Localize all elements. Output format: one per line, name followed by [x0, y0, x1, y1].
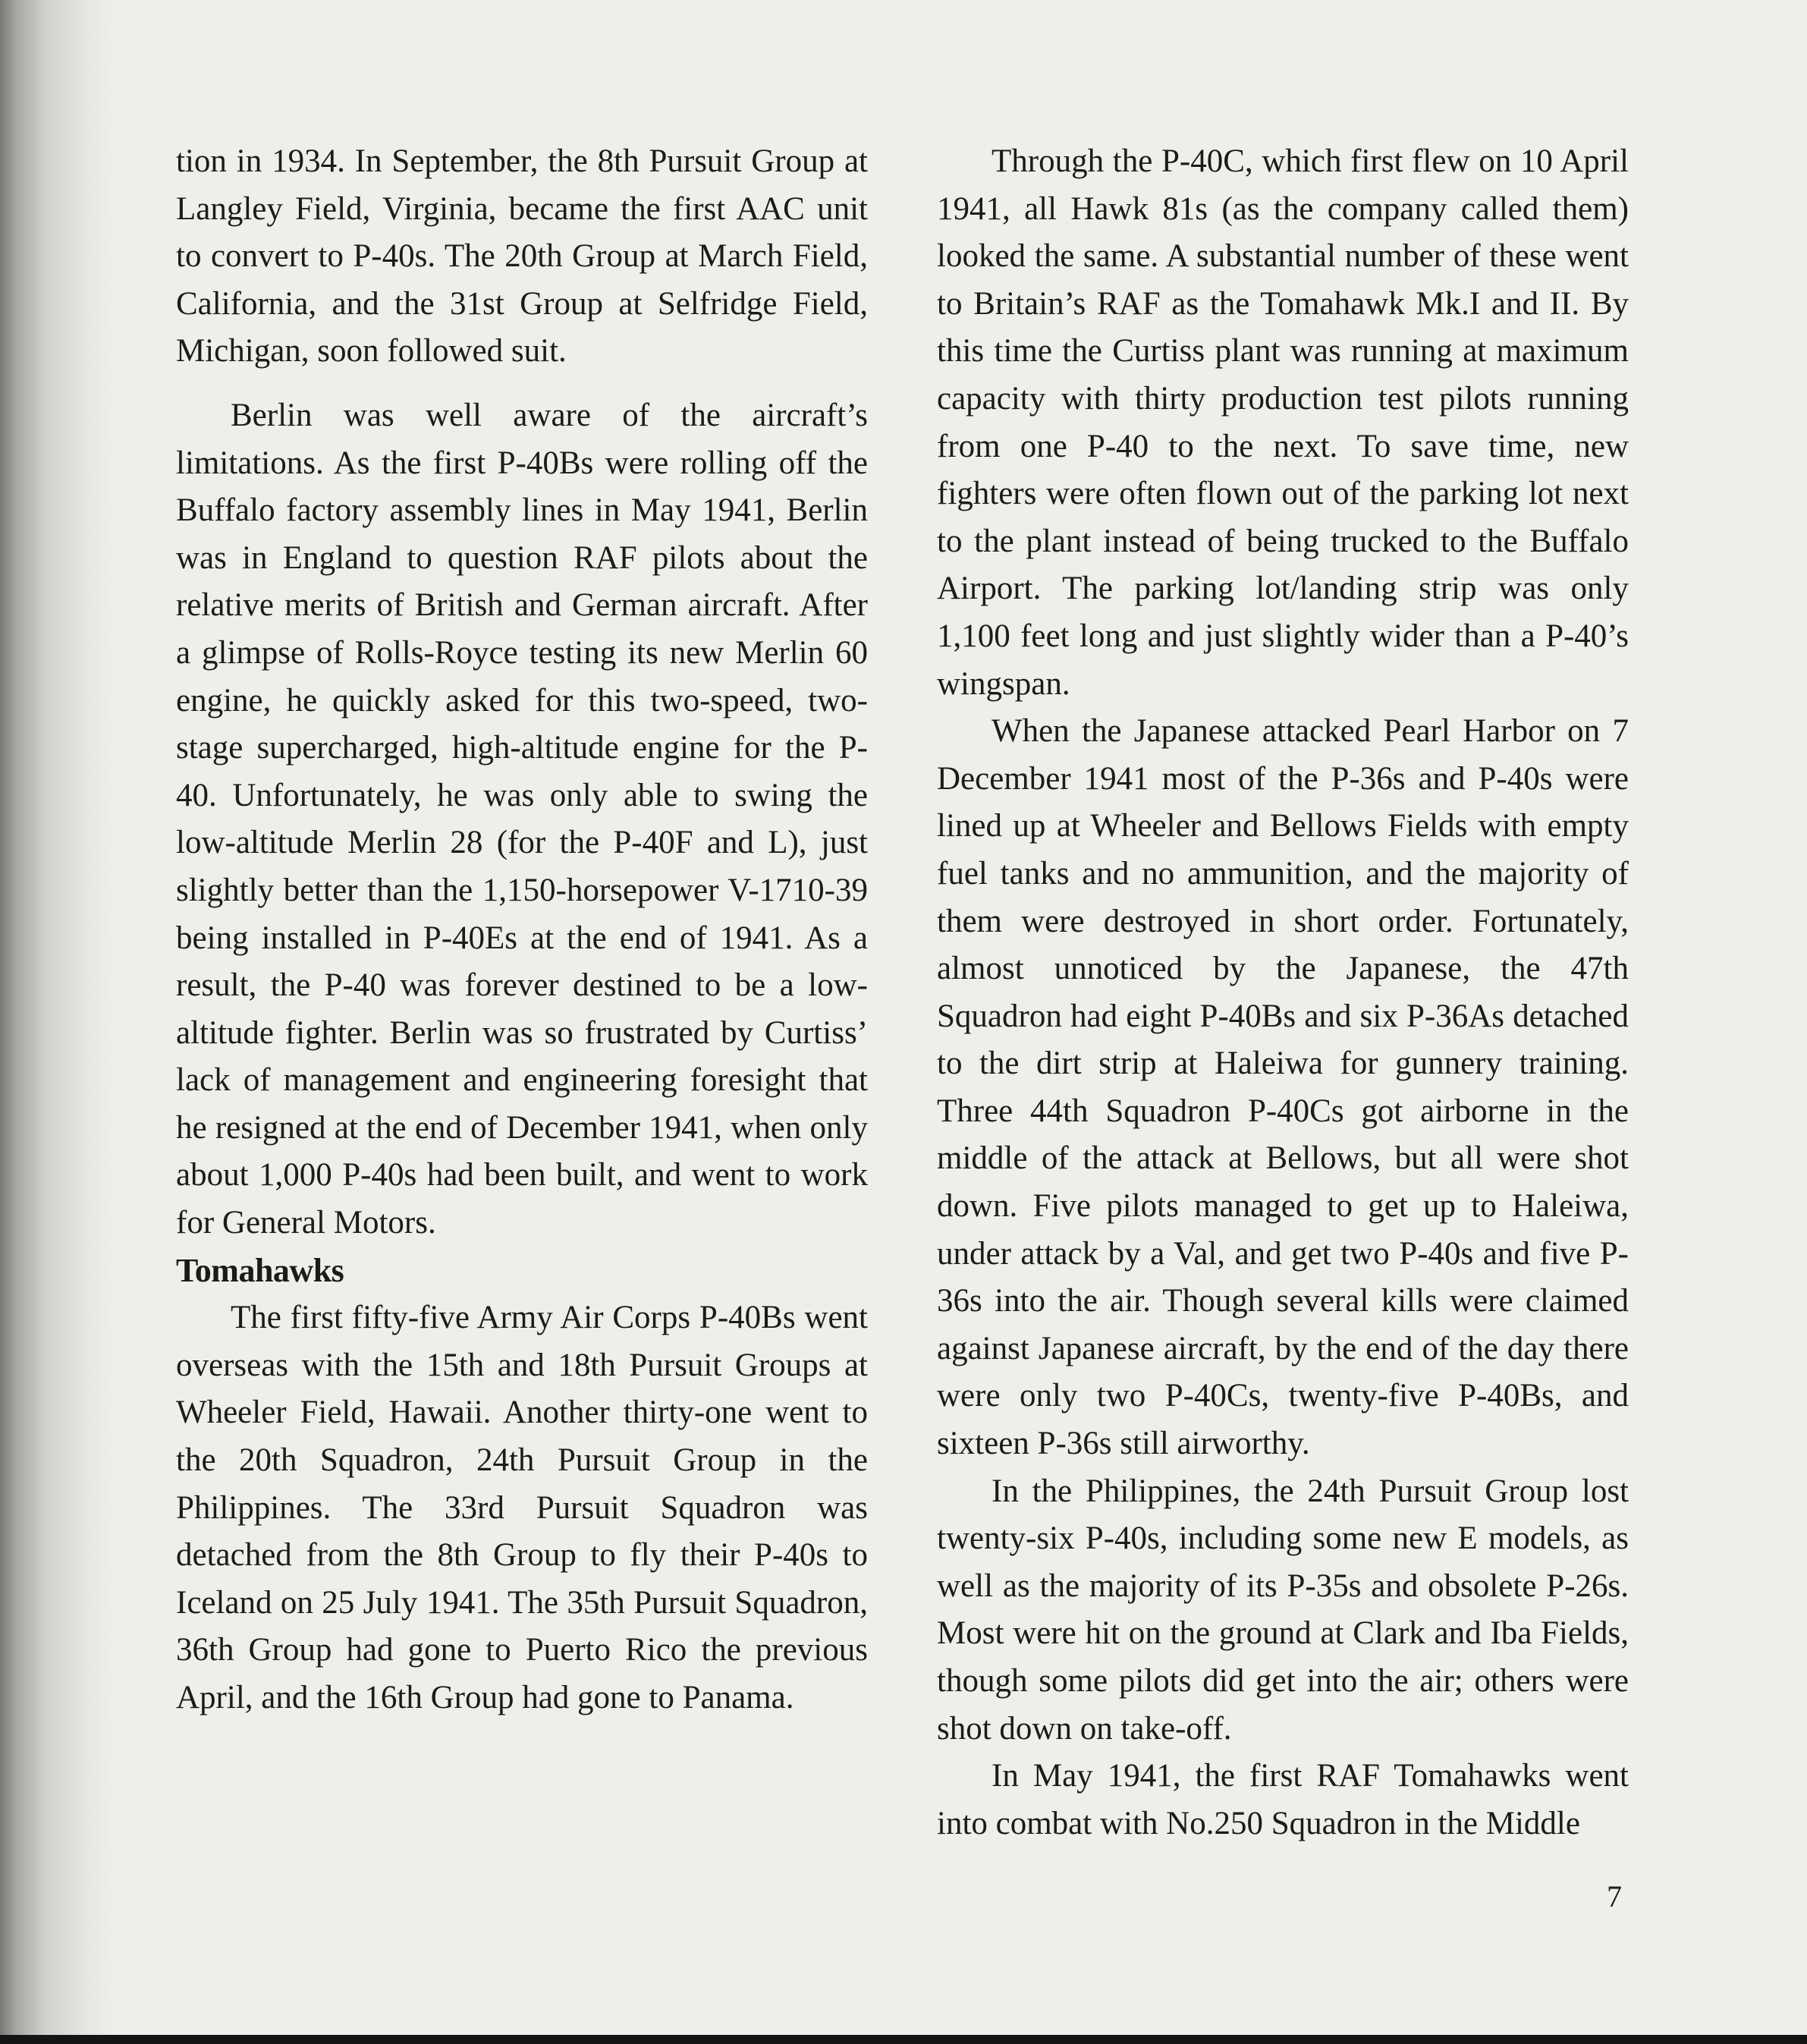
right-column: [937, 138, 1629, 1847]
paragraph: When the Japanese attacked Pearl Harbor on 7 December 1941 most of the P-36s and P-40s were lined up at Wheeler and Bellows Fields with empty fuel tanks and no ammunition, and the majority of them were destroyed in short order. Fortunately, almost unnoticed by the Japanese, the 47th Squadron had eight P-40Bs and six P-36As detached to the dirt strip at Haleiwa for gunnery training. Three 44th Squadron P-40Cs got airborne in the middle of the attack at Bellows, but all were shot down. Five pilots managed to get up to Haleiwa, under attack by a Val, and get two P-40s and five P-36s into the air. Though several kills were claimed against Japanese aircraft, by the end of the day there were only two P-40Cs, twenty-five P-40Bs, and sixteen P-36s still airworthy.: [937, 713, 1629, 1462]
paragraph: Through the P-40C, which first flew on 10 April 1941, all Hawk 81s (as the company called them) looked the same. A substantial number of these went to Britain’s RAF as the Tomahawk Mk.I and II. By this time the Curtiss plant was running at maximum capacity with thirty production test pilots running from one P-40 to the next. To save time, new fighters were often flown out of the parking lot next to the plant instead of being trucked to the Buffalo Airport. The parking lot/landing strip was only 1,100 feet long and just slightly wider than a P-40’s wingspan.: [937, 143, 1629, 702]
paragraph: The first fifty-five Army Air Corps P-40Bs went overseas with the 15th and 18th Pursuit Groups at Wheeler Field, Hawaii. Another thirty-one went to the 20th Squadron, 24th Pursuit Group in the Philippines. The 33rd Pursuit Squadron was detached from the 8th Group to fly their P-40s to Iceland on 25 July 1941. The 35th Pursuit Squadron, 36th Group had gone to Puerto Rico the previous April, and the 16th Group had gone to Panama.: [176, 1300, 868, 1715]
section-heading: Tomahawks: [176, 1251, 344, 1289]
left-column: [176, 138, 868, 1722]
book-binding-shadow: [0, 0, 114, 2044]
page-bottom-edge: [0, 2035, 1807, 2044]
paragraph: tion in 1934. In September, the 8th Pursuit Group at Langley Field, Virginia, became the first AAC unit to convert to P-40s. The 20th Group at March Field, California, and the 31st Group at Selfridge Field, Michigan, soon followed suit.: [176, 143, 868, 369]
paragraph: In the Philippines, the 24th Pursuit Group lost twenty-six P-40s, including some new E models, as well as the majority of its P-35s and obsolete P-26s. Most were hit on the ground at Clark and Iba Fields, though some pilots did get into the air; others were shot down on take-off.: [937, 1473, 1629, 1747]
paragraph: In May 1941, the first RAF Tomahawks went into combat with No.250 Squadron in the Middle: [937, 1758, 1629, 1841]
page-number: 7: [1607, 1879, 1622, 1913]
paragraph: Berlin was well aware of the aircraft’s limitations. As the first P-40Bs were rolling off the Buffalo factory assembly lines in May 1941, Berlin was in England to question RAF pilots about the relative merits of British and German aircraft. After a glimpse of Rolls-Royce testing its new Merlin 60 engine, he quickly asked for this two-speed, two-stage supercharged, high-altitude engine for the P-40. Unfortunately, he was only able to swing the low-altitude Merlin 28 (for the P-40F and L), just slightly better than the 1,150-horsepower V-1710-39 being installed in P-40Es at the end of 1941. As a result, the P-40 was forever destined to be a low-altitude fighter. Berlin was so frustrated by Curtiss’ lack of management and engineering foresight that he resigned at the end of December 1941, when only about 1,000 P-40s had been built, and went to work for General Motors.: [176, 397, 868, 1241]
